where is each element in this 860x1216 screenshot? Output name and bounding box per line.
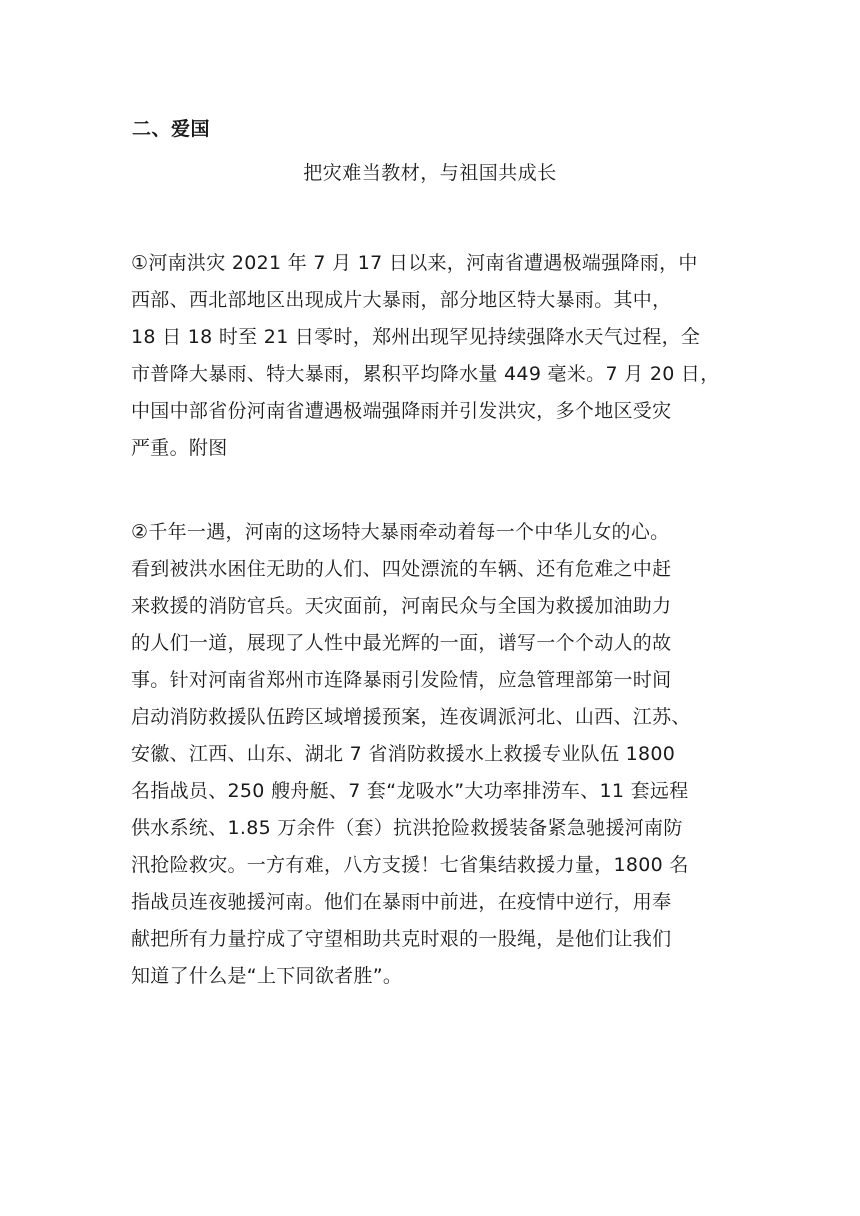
paragraph-line: 安徽、江西、山东、湖北 7 省消防救援水上救援专业队伍 1800 (131, 743, 676, 765)
paragraph-line: 的人们一道，展现了人性中最光辉的一面，谱写一个个动人的故 (131, 632, 672, 654)
paragraph-line: 知道了什么是“上下同欲者胜”。 (131, 965, 403, 987)
paragraph-line: 汛抢险救灾。一方有难，八方支援！七省集结救援力量，1800 名 (131, 854, 689, 876)
article-title: 把灾难当教材，与祖国共成长 (303, 162, 557, 184)
paragraph-line: 供水系统、1.85 万余件（套）抗洪抢险救援装备紧急驰援河南防 (131, 817, 683, 839)
paragraph-line: 市普降大暴雨、特大暴雨，累积平均降水量 449 毫米。7 月 20 日， (131, 363, 720, 385)
paragraph-line: 严重。附图 (131, 437, 228, 459)
paragraph-line: ①河南洪灾 2021 年 7 月 17 日以来，河南省遭遇极端强降雨，中 (131, 252, 698, 274)
paragraph-line: ②千年一遇，河南的这场特大暴雨牵动着每一个中华儿女的心。 (131, 521, 670, 543)
paragraph-line: 来救援的消防官兵。天灾面前，河南民众与全国为救援加油助力 (131, 595, 672, 617)
paragraph-line: 18 日 18 时至 21 日零时，郑州出现罕见持续强降水天气过程，全 (131, 326, 701, 348)
paragraph-line: 看到被洪水困住无助的人们、四处漂流的车辆、还有危难之中赶 (131, 558, 672, 580)
paragraph-line: 献把所有力量拧成了守望相助共克时艰的一股绳，是他们让我们 (131, 928, 672, 950)
paragraph-line: 西部、西北部地区出现成片大暴雨，部分地区特大暴雨。其中， (131, 289, 672, 311)
paragraph-line: 启动消防救援队伍跨区域增援预案，连夜调派河北、山西、江苏、 (131, 706, 691, 728)
paragraph-line: 指战员连夜驰援河南。他们在暴雨中前进，在疫情中逆行，用奉 (131, 891, 672, 913)
paragraph-2 (131, 514, 731, 995)
paragraph-line: 事。针对河南省郑州市连降暴雨引发险情，应急管理部第一时间 (131, 669, 672, 691)
paragraph-1 (131, 245, 731, 467)
paragraph-line: 名指战员、250 艘舟艇、7 套“龙吸水”大功率排涝车、11 套远程 (131, 780, 689, 802)
section-heading: 二、爱国 (132, 118, 211, 140)
paragraph-line: 中国中部省份河南省遭遇极端强降雨并引发洪灾，多个地区受灾 (131, 400, 672, 422)
